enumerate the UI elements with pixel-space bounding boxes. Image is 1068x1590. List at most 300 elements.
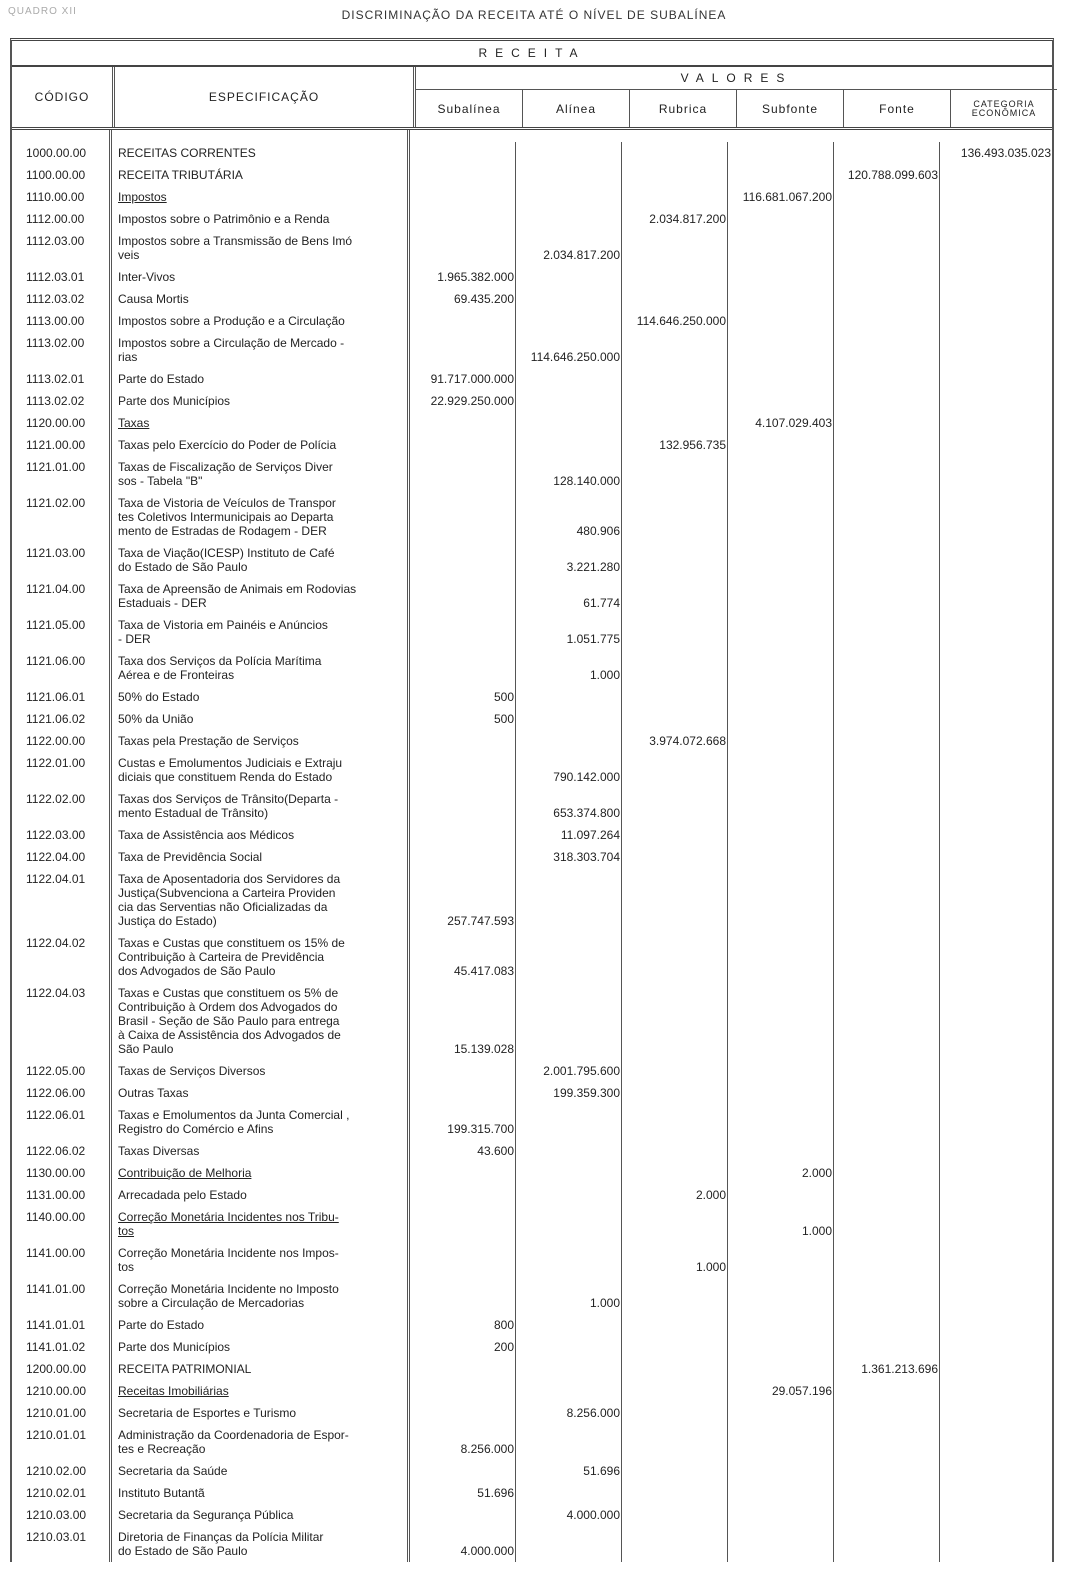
- value-fonte: [834, 186, 940, 208]
- value-alinea: [516, 266, 622, 288]
- value-subfonte: [728, 730, 834, 752]
- row-specification: [112, 752, 410, 788]
- value-subalinea: [410, 1060, 516, 1082]
- row-specification: [112, 650, 410, 686]
- value-fonte: [834, 686, 940, 708]
- value-alinea: [516, 932, 622, 982]
- value-subfonte: [728, 650, 834, 686]
- value-fonte: [834, 1104, 940, 1140]
- value-subalinea: 200: [410, 1336, 516, 1358]
- value-rubrica: [622, 868, 728, 932]
- value-subfonte: [728, 266, 834, 288]
- row-specification: [112, 186, 410, 208]
- row-code: 1130.00.00: [12, 1162, 112, 1184]
- value-categoria-economica: [940, 932, 1052, 982]
- row-specification: [112, 1278, 410, 1314]
- value-rubrica: [622, 1336, 728, 1358]
- row-specification: [112, 1184, 410, 1206]
- row-specification: [112, 686, 410, 708]
- value-rubrica: [622, 542, 728, 578]
- specification-line: Taxas Diversas: [118, 1144, 200, 1158]
- value-categoria-economica: [940, 846, 1052, 868]
- value-rubrica: [622, 686, 728, 708]
- value-categoria-economica: [940, 788, 1052, 824]
- value-subalinea: [410, 186, 516, 208]
- value-subalinea: [410, 752, 516, 788]
- value-fonte: [834, 142, 940, 164]
- row-code: 1113.02.02: [12, 390, 112, 412]
- table-row: [12, 868, 1052, 932]
- specification-line: do Estado de São Paulo: [118, 1544, 248, 1558]
- specification-line: Causa Mortis: [118, 292, 189, 306]
- value-fonte: [834, 1206, 940, 1242]
- row-code: 1141.01.02: [12, 1336, 112, 1358]
- table-row: [12, 1358, 1052, 1380]
- table-row: [12, 542, 1052, 578]
- value-alinea: [516, 142, 622, 164]
- header-fonte: Fonte: [844, 90, 951, 127]
- value-fonte: [834, 1314, 940, 1336]
- row-specification: [112, 390, 410, 412]
- value-alinea: 3.221.280: [516, 542, 622, 578]
- value-subfonte: [728, 142, 834, 164]
- value-fonte: [834, 1184, 940, 1206]
- specification-line: Secretaria da Segurança Pública: [118, 1508, 294, 1522]
- value-rubrica: [622, 1402, 728, 1424]
- row-specification: [112, 1424, 410, 1460]
- row-specification: [112, 412, 410, 434]
- value-alinea: [516, 1424, 622, 1460]
- specification-line: rias: [118, 350, 138, 364]
- specification-line: Impostos: [118, 190, 167, 204]
- value-fonte: [834, 614, 940, 650]
- table-row: [12, 1184, 1052, 1206]
- value-rubrica: [622, 1504, 728, 1526]
- value-subfonte: [728, 578, 834, 614]
- value-fonte: [834, 288, 940, 310]
- table-number: QUADRO XII: [8, 6, 77, 17]
- specification-line: Parte dos Municípios: [118, 1340, 231, 1354]
- row-specification: [112, 456, 410, 492]
- value-rubrica: [622, 1082, 728, 1104]
- row-specification: [112, 1482, 410, 1504]
- row-code: 1121.00.00: [12, 434, 112, 456]
- value-alinea: 480.906: [516, 492, 622, 542]
- specification-line: Impostos sobre a Transmissão de Bens Imó: [118, 234, 353, 248]
- value-rubrica: [622, 824, 728, 846]
- specification-line: RECEITA TRIBUTÁRIA: [118, 168, 243, 182]
- value-subalinea: [410, 310, 516, 332]
- value-subalinea: 4.000.000: [410, 1526, 516, 1562]
- specification-line: Receitas Imobiliárias: [118, 1384, 229, 1398]
- value-categoria-economica: [940, 186, 1052, 208]
- specification-line: Taxas: [118, 416, 150, 430]
- specification-line: Registro do Comércio e Afins: [118, 1122, 274, 1136]
- table-row: [12, 164, 1052, 186]
- row-specification: [112, 266, 410, 288]
- table-row: [12, 752, 1052, 788]
- value-categoria-economica: [940, 1184, 1052, 1206]
- value-alinea: 1.000: [516, 1278, 622, 1314]
- table-row: [12, 1460, 1052, 1482]
- table-row: [12, 578, 1052, 614]
- receita-header: RECEITA: [12, 41, 1052, 67]
- value-categoria-economica: [940, 1162, 1052, 1184]
- row-code: 1112.03.01: [12, 266, 112, 288]
- value-fonte: 120.788.099.603: [834, 164, 940, 186]
- specification-line: Justiça do Estado): [118, 914, 217, 928]
- specification-line: 50% do Estado: [118, 690, 200, 704]
- header-rubrica: Rubrica: [630, 90, 737, 127]
- value-subfonte: [728, 434, 834, 456]
- value-rubrica: [622, 846, 728, 868]
- specification-line: São Paulo: [118, 1042, 174, 1056]
- row-code: 1210.03.00: [12, 1504, 112, 1526]
- row-specification: [112, 1358, 410, 1380]
- value-rubrica: 114.646.250.000: [622, 310, 728, 332]
- value-subalinea: [410, 332, 516, 368]
- table-row: [12, 390, 1052, 412]
- table-row: [12, 412, 1052, 434]
- specification-line: Parte dos Municípios: [118, 394, 231, 408]
- value-categoria-economica: [940, 730, 1052, 752]
- value-fonte: [834, 1526, 940, 1562]
- row-code: 1210.01.00: [12, 1402, 112, 1424]
- value-categoria-economica: [940, 1424, 1052, 1460]
- value-alinea: [516, 1380, 622, 1402]
- value-fonte: [834, 1140, 940, 1162]
- value-alinea: 1.000: [516, 650, 622, 686]
- row-specification: [112, 1060, 410, 1082]
- header-alinea: Alínea: [523, 90, 630, 127]
- value-subalinea: 69.435.200: [410, 288, 516, 310]
- value-subalinea: [410, 412, 516, 434]
- row-code: 1113.02.01: [12, 368, 112, 390]
- value-alinea: 61.774: [516, 578, 622, 614]
- value-rubrica: [622, 186, 728, 208]
- row-code: 1122.00.00: [12, 730, 112, 752]
- row-specification: [112, 1140, 410, 1162]
- specification-line: Contribuição à Carteira de Previdência: [118, 950, 325, 964]
- row-specification: [112, 310, 410, 332]
- row-specification: [112, 1206, 410, 1242]
- specification-line: RECEITAS CORRENTES: [118, 146, 256, 160]
- row-code: 1000.00.00: [12, 142, 112, 164]
- specification-line: Custas e Emolumentos Judiciais e Extraju: [118, 756, 343, 770]
- value-rubrica: [622, 456, 728, 492]
- value-alinea: [516, 1358, 622, 1380]
- value-alinea: [516, 1104, 622, 1140]
- value-subalinea: [410, 456, 516, 492]
- table-row: [12, 456, 1052, 492]
- value-fonte: [834, 1242, 940, 1278]
- row-specification: [112, 1162, 410, 1184]
- specification-line: 50% da União: [118, 712, 194, 726]
- value-categoria-economica: [940, 1460, 1052, 1482]
- row-specification: [112, 332, 410, 368]
- value-categoria-economica: [940, 310, 1052, 332]
- value-subalinea: [410, 1402, 516, 1424]
- value-subalinea: [410, 1380, 516, 1402]
- value-subfonte: [728, 456, 834, 492]
- specification-line: Diretoria de Finanças da Polícia Militar: [118, 1530, 324, 1544]
- specification-line: - DER: [118, 632, 151, 646]
- value-rubrica: [622, 1424, 728, 1460]
- value-categoria-economica: [940, 332, 1052, 368]
- specification-line: à Caixa de Assistência dos Advogados de: [118, 1028, 341, 1042]
- value-subalinea: [410, 824, 516, 846]
- row-code: 1121.02.00: [12, 492, 112, 542]
- specification-line: diciais que constituem Renda do Estado: [118, 770, 333, 784]
- table-row: [12, 1060, 1052, 1082]
- specification-line: Impostos sobre a Circulação de Mercado -: [118, 336, 345, 350]
- page-title: DISCRIMINAÇÃO DA RECEITA ATÉ O NÍVEL DE SUBALÍNEA: [341, 8, 727, 22]
- value-fonte: [834, 390, 940, 412]
- row-specification: [112, 1314, 410, 1336]
- value-fonte: [834, 708, 940, 730]
- value-categoria-economica: [940, 368, 1052, 390]
- row-code: 1122.02.00: [12, 788, 112, 824]
- value-subfonte: [728, 164, 834, 186]
- specification-line: Taxas e Custas que constituem os 5% de: [118, 986, 339, 1000]
- value-subfonte: [728, 1424, 834, 1460]
- value-categoria-economica: [940, 390, 1052, 412]
- row-code: 1122.04.02: [12, 932, 112, 982]
- value-subalinea: [410, 614, 516, 650]
- value-rubrica: 3.974.072.668: [622, 730, 728, 752]
- value-categoria-economica: [940, 686, 1052, 708]
- value-fonte: [834, 266, 940, 288]
- row-specification: [112, 932, 410, 982]
- table-row: [12, 846, 1052, 868]
- value-subalinea: [410, 164, 516, 186]
- value-fonte: [834, 368, 940, 390]
- table-row: [12, 1242, 1052, 1278]
- value-subfonte: [728, 390, 834, 412]
- column-headers: [12, 67, 1052, 130]
- value-categoria-economica: [940, 1278, 1052, 1314]
- specification-line: Estaduais - DER: [118, 596, 207, 610]
- specification-line: Inter-Vivos: [118, 270, 176, 284]
- revenue-table: [10, 38, 1054, 1562]
- value-categoria-economica: [940, 614, 1052, 650]
- specification-line: Correção Monetária Incidente no Imposto: [118, 1282, 339, 1296]
- value-categoria-economica: [940, 1206, 1052, 1242]
- value-alinea: [516, 1140, 622, 1162]
- value-alinea: 114.646.250.000: [516, 332, 622, 368]
- value-categoria-economica: [940, 434, 1052, 456]
- value-categoria-economica: [940, 1526, 1052, 1562]
- value-rubrica: [622, 492, 728, 542]
- specification-line: do Estado de São Paulo: [118, 560, 248, 574]
- row-specification: [112, 542, 410, 578]
- value-alinea: 11.097.264: [516, 824, 622, 846]
- row-code: 1210.00.00: [12, 1380, 112, 1402]
- row-code: 1113.02.00: [12, 332, 112, 368]
- row-specification: [112, 1380, 410, 1402]
- row-code: 1122.04.01: [12, 868, 112, 932]
- row-code: 1121.06.02: [12, 708, 112, 730]
- value-subfonte: [728, 982, 834, 1060]
- specification-line: Impostos sobre a Produção e a Circulação: [118, 314, 345, 328]
- value-fonte: [834, 1336, 940, 1358]
- value-alinea: [516, 1206, 622, 1242]
- value-subfonte: [728, 230, 834, 266]
- value-subfonte: [728, 1504, 834, 1526]
- value-subfonte: [728, 1140, 834, 1162]
- value-rubrica: [622, 1162, 728, 1184]
- value-subfonte: 116.681.067.200: [728, 186, 834, 208]
- specification-line: Instituto Butantã: [118, 1486, 205, 1500]
- value-fonte: [834, 824, 940, 846]
- value-alinea: [516, 310, 622, 332]
- row-specification: [112, 708, 410, 730]
- value-rubrica: [622, 1526, 728, 1562]
- value-categoria-economica: [940, 164, 1052, 186]
- value-fonte: [834, 492, 940, 542]
- specification-line: Taxa de Apreensão de Animais em Rodovias: [118, 582, 357, 596]
- specification-line: sos - Tabela "B": [118, 474, 203, 488]
- table-row: [12, 434, 1052, 456]
- value-rubrica: [622, 708, 728, 730]
- value-categoria-economica: [940, 230, 1052, 266]
- table-row: [12, 1104, 1052, 1140]
- value-fonte: [834, 412, 940, 434]
- value-subfonte: [728, 846, 834, 868]
- value-rubrica: [622, 266, 728, 288]
- value-alinea: [516, 1162, 622, 1184]
- value-subfonte: [728, 708, 834, 730]
- specification-line: sobre a Circulação de Mercadorias: [118, 1296, 305, 1310]
- table-row: [12, 1482, 1052, 1504]
- value-alinea: [516, 164, 622, 186]
- value-fonte: [834, 208, 940, 230]
- specification-line: Taxa de Aposentadoria dos Servidores da: [118, 872, 341, 886]
- value-subfonte: [728, 1358, 834, 1380]
- value-rubrica: [622, 1278, 728, 1314]
- value-subalinea: [410, 434, 516, 456]
- value-subalinea: 43.600: [410, 1140, 516, 1162]
- table-row: [12, 686, 1052, 708]
- value-fonte: 1.361.213.696: [834, 1358, 940, 1380]
- value-subalinea: [410, 1162, 516, 1184]
- specification-line: Correção Monetária Incidente nos Impos-: [118, 1246, 339, 1260]
- value-subalinea: 1.965.382.000: [410, 266, 516, 288]
- row-code: 1141.00.00: [12, 1242, 112, 1278]
- value-alinea: [516, 1336, 622, 1358]
- value-alinea: 2.001.795.600: [516, 1060, 622, 1082]
- value-subfonte: [728, 1314, 834, 1336]
- row-code: 1121.05.00: [12, 614, 112, 650]
- specification-line: Taxas e Emolumentos da Junta Comercial ,: [118, 1108, 350, 1122]
- value-categoria-economica: [940, 1504, 1052, 1526]
- value-subalinea: [410, 650, 516, 686]
- value-fonte: [834, 788, 940, 824]
- value-alinea: [516, 208, 622, 230]
- row-specification: [112, 492, 410, 542]
- specification-line: Taxa de Assistência aos Médicos: [118, 828, 295, 842]
- row-specification: [112, 788, 410, 824]
- table-row: [12, 730, 1052, 752]
- table-row: [12, 982, 1052, 1060]
- specification-line: dos Advogados de São Paulo: [118, 964, 276, 978]
- value-alinea: 790.142.000: [516, 752, 622, 788]
- value-categoria-economica: [940, 1314, 1052, 1336]
- specification-line: Arrecadada pelo Estado: [118, 1188, 247, 1202]
- row-specification: [112, 868, 410, 932]
- value-subfonte: [728, 1184, 834, 1206]
- row-specification: [112, 1104, 410, 1140]
- value-categoria-economica: [940, 1358, 1052, 1380]
- value-rubrica: [622, 1482, 728, 1504]
- value-fonte: [834, 982, 940, 1060]
- value-fonte: [834, 1504, 940, 1526]
- row-code: 1141.01.01: [12, 1314, 112, 1336]
- specification-line: Aérea e de Fronteiras: [118, 668, 235, 682]
- value-rubrica: [622, 332, 728, 368]
- value-categoria-economica: [940, 492, 1052, 542]
- table-row: [12, 266, 1052, 288]
- value-subfonte: [728, 492, 834, 542]
- header-codigo: CÓDIGO: [12, 67, 115, 127]
- value-rubrica: [622, 1380, 728, 1402]
- specification-line: tes e Recreação: [118, 1442, 206, 1456]
- row-code: 1122.04.03: [12, 982, 112, 1060]
- row-code: 1112.03.00: [12, 230, 112, 266]
- table-row: [12, 1314, 1052, 1336]
- value-subfonte: 29.057.196: [728, 1380, 834, 1402]
- row-specification: [112, 230, 410, 266]
- row-code: 1210.01.01: [12, 1424, 112, 1460]
- value-alinea: [516, 186, 622, 208]
- value-categoria-economica: [940, 1402, 1052, 1424]
- row-code: 1110.00.00: [12, 186, 112, 208]
- value-subfonte: [728, 1526, 834, 1562]
- specification-line: Contribuição de Melhoria: [118, 1166, 252, 1180]
- value-fonte: [834, 932, 940, 982]
- value-subfonte: [728, 824, 834, 846]
- value-fonte: [834, 1162, 940, 1184]
- value-alinea: [516, 708, 622, 730]
- value-rubrica: [622, 752, 728, 788]
- value-subalinea: [410, 578, 516, 614]
- value-subalinea: [410, 542, 516, 578]
- value-categoria-economica: 136.493.035.023: [960, 146, 1051, 160]
- header-especificacao: ESPECIFICAÇÃO: [115, 67, 416, 127]
- value-subfonte: [728, 1336, 834, 1358]
- value-categoria-economica: [940, 1140, 1052, 1162]
- value-subalinea: 15.139.028: [410, 982, 516, 1060]
- row-code: 1121.01.00: [12, 456, 112, 492]
- specification-line: tos: [118, 1260, 135, 1274]
- row-specification: [112, 164, 410, 186]
- row-code: 1210.02.00: [12, 1460, 112, 1482]
- value-alinea: 8.256.000: [516, 1402, 622, 1424]
- table-row: [12, 142, 1052, 164]
- value-subalinea: [410, 1460, 516, 1482]
- value-rubrica: [622, 650, 728, 686]
- row-specification: [112, 1526, 410, 1562]
- value-categoria-economica: [940, 288, 1052, 310]
- row-specification: [112, 368, 410, 390]
- row-specification: [112, 614, 410, 650]
- specification-line: veis: [118, 248, 140, 262]
- value-fonte: [834, 1082, 940, 1104]
- value-rubrica: [622, 614, 728, 650]
- specification-line: Taxa de Viação(ICESP) Instituto de Café: [118, 546, 335, 560]
- value-subalinea: 51.696: [410, 1482, 516, 1504]
- value-alinea: [516, 1482, 622, 1504]
